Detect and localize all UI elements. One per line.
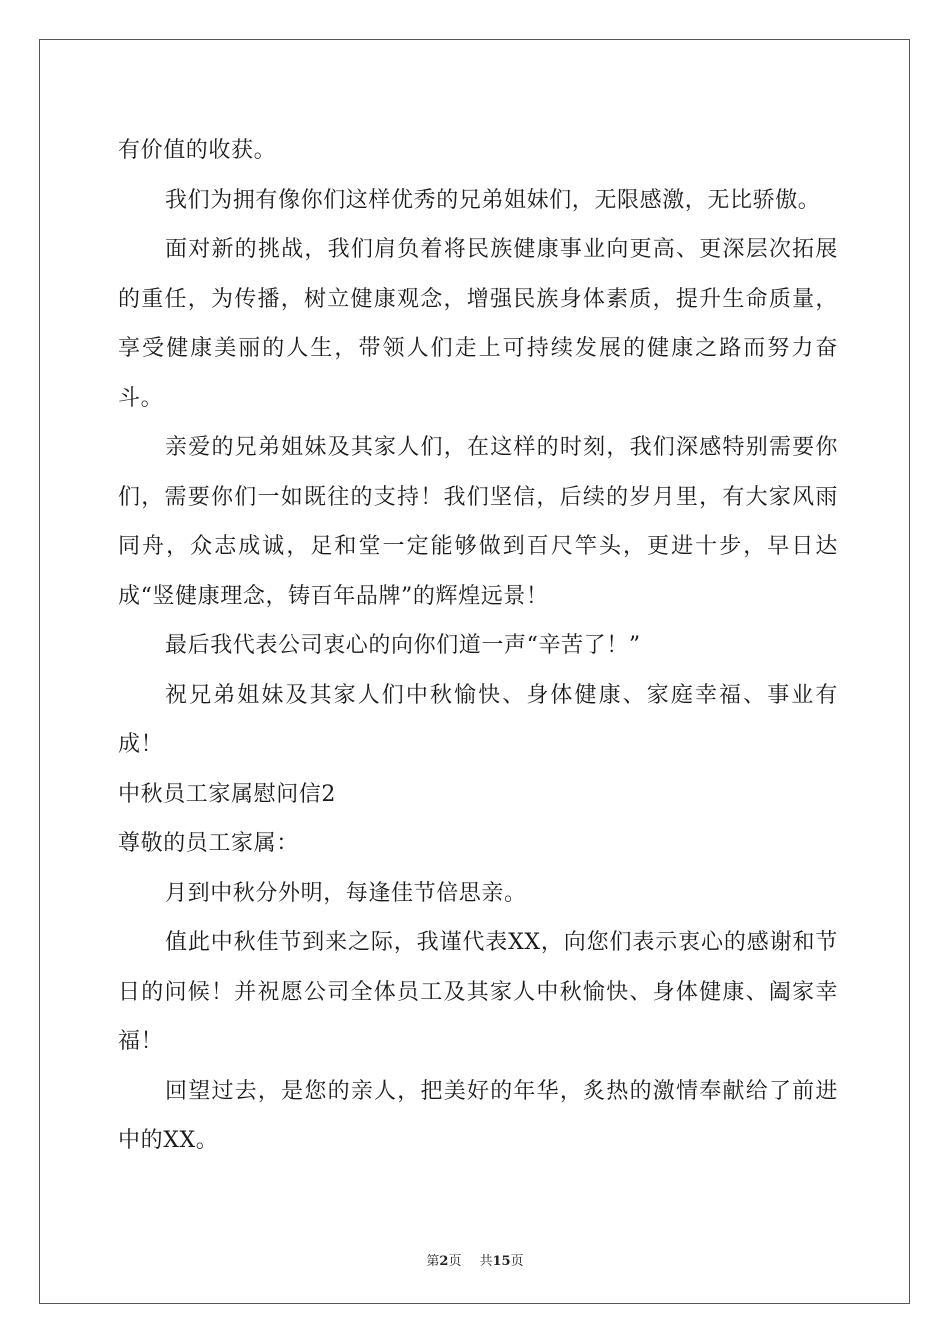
- paragraph: 值此中秋佳节到来之际，我谨代表XX，向您们表示衷心的感谢和节日的问候！并祝愿公司全体员工及其家人中秋愉快、身体健康、阖家幸福！: [118, 930, 838, 1054]
- paragraph: 祝兄弟姐妹及其家人们中秋愉快、身体健康、家庭幸福、事业有成！: [118, 682, 838, 757]
- paragraph: 月到中秋分外明，每逢佳节倍思亲。: [165, 880, 527, 906]
- total-prefix: 共: [479, 1254, 493, 1269]
- page-prefix: 第: [426, 1254, 440, 1269]
- total-pages: 15: [492, 1254, 511, 1269]
- paragraph: 最后我代表公司衷心的向你们道一声“辛苦了！”: [165, 633, 641, 658]
- page-suffix: 页: [448, 1254, 462, 1269]
- page-number: 2: [439, 1254, 449, 1269]
- paragraph: 面对新的挑战，我们肩负着将民族健康事业向更高、更深层次拓展的重任，为传播，树立健康观念，增强民族身体素质，提升生命质量，享受健康美丽的人生，带领人们走上可持续发展的健康之路而努力奋斗。: [118, 237, 838, 411]
- salutation: 尊敬的员工家属：: [118, 831, 299, 856]
- paragraph: 回望过去，是您的亲人，把美好的年华，炙热的激情奉献给了前进中的XX。: [118, 1078, 838, 1153]
- document-body: [118, 126, 838, 1166]
- paragraph: 我们为拥有像你们这样优秀的兄弟姐妹们，无限感激，无比骄傲。: [165, 187, 821, 213]
- paragraph: 有价值的收获。: [118, 138, 277, 163]
- section-title: 中秋员工家属慰问信2: [118, 781, 336, 807]
- paragraph: 亲爱的兄弟姐妹及其家人们，在这样的时刻，我们深感特别需要你们，需要你们一如既往的支持！我们坚信，后续的岁月里，有大家风雨同舟，众志成诚，足和堂一定能够做到百尺竿头，更进十步，早日达成“竖健康理念，铸百年品牌”的辉煌远景！: [118, 435, 838, 609]
- page-footer: [0, 1250, 950, 1269]
- total-suffix: 页: [510, 1254, 524, 1269]
